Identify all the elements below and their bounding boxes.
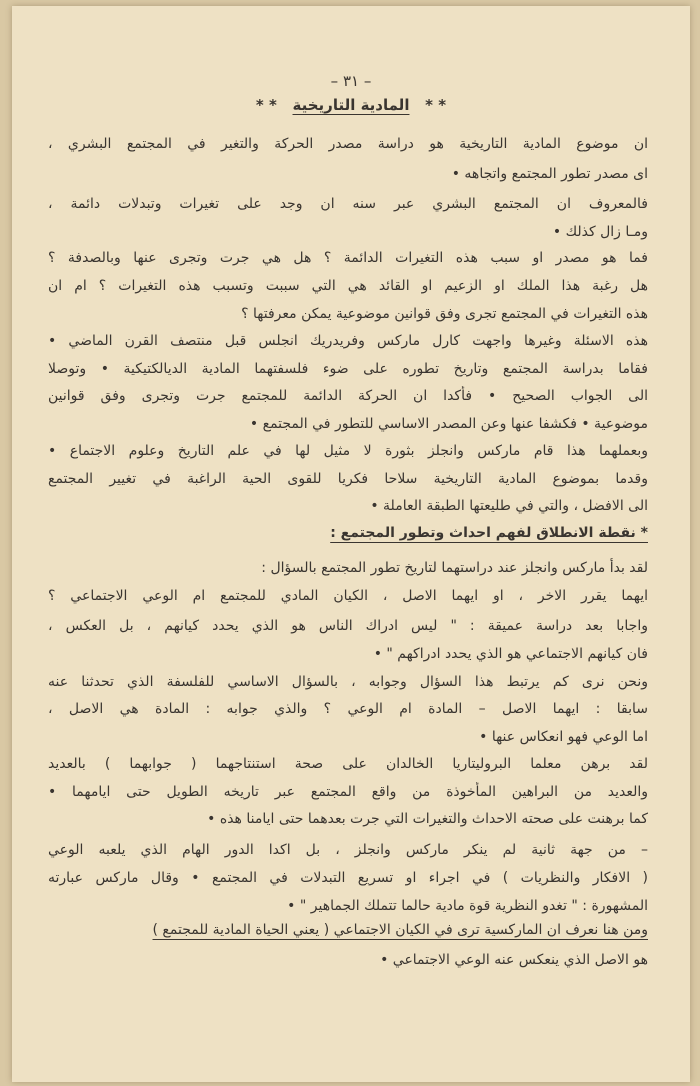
- section-heading-text: * نقطة الانطلاق لفهم احداث وتطور المجتمع :: [330, 525, 648, 541]
- title-stars-right: * *: [425, 96, 447, 114]
- text-line: فما هو مصدر او سبب هذه التغيرات الدائمة ؟ هل هي جرت وتجرى عنها وبالصدفة ؟: [48, 250, 648, 266]
- text-line: لقد برهن معلما البروليتاريا الخالدان على صحة استنتاجهما ( جوابهما ) بالعديد: [48, 756, 648, 772]
- text-line: سابقا : ايهما الاصل – المادة ام الوعي ؟ والذي جوابه : المادة هي الاصل ،: [48, 701, 648, 717]
- text-line: المشهورة : " تغدو النظرية قوة مادية حالما تتملك الجماهير " •: [287, 898, 648, 914]
- text-line: واجابا بعد دراسة عميقة : " ليس ادراك الناس هو الذي يحدد كيانهم ، بل العكس ،: [48, 618, 648, 634]
- underlined-text: ومن هنا نعرف ان الماركسية ترى في الكيان الاجتماعي ( يعني الحياة المادية للمجتمع ): [152, 922, 648, 938]
- text-line: ونحن نرى كم يرتبط هذا السؤال وجوابه ، بالسؤال الاساسي للفلسفة الذي تحدثنا عنه: [48, 674, 648, 690]
- text-line: هذه الاسئلة وغيرها واجهت كارل ماركس وفريدريك انجلس قبل منتصف القرن الماضي •: [48, 333, 648, 349]
- text-line: اما الوعي فهو انعكاس عنها •: [479, 729, 648, 745]
- text-line: فالمعروف ان المجتمع البشري عبر سنه ان وجد على تغيرات وتبدلات دائمة ،: [48, 196, 648, 212]
- text-line: هو الاصل الذي ينعكس عنه الوعي الاجتماعي •: [380, 952, 648, 968]
- title-text: المادية التاريخية: [292, 96, 410, 114]
- text-line: فان كيانهم الاجتماعي هو الذي يحدد ادراكهم " •: [373, 646, 648, 662]
- document-page: [12, 6, 690, 1082]
- text-line: ومـا زال كذلك •: [552, 224, 648, 240]
- text-line: اى مصدر تطور المجتمع واتجاهه •: [451, 166, 648, 182]
- title-stars-left: * *: [255, 96, 277, 114]
- text-line: ان موضوع المادية التاريخية هو دراسة مصدر الحركة والتغير في المجتمع البشري ،: [48, 136, 648, 152]
- text-line: هل رغبة هذا الملك او الزعيم او القائد هي التي سببت وتسبب هذه التغيرات ؟ ام ان: [48, 278, 648, 294]
- section-heading: [48, 523, 648, 543]
- text-line: فقاما بدراسة المجتمع وتاريخ تطوره على ضوء فلسفتهما المادية الديالكتيكية • وتوصلا: [48, 361, 648, 377]
- text-line: هذه التغيرات في المجتمع تجرى وفق قوانين موضوعية يمكن معرفتها ؟: [241, 306, 648, 322]
- page-title: [12, 96, 690, 114]
- text-line: وقدما بموضوع المادية التاريخية سلاحا فكريا للقوى الحية الراغبة في تغيير المجتمع: [48, 471, 648, 487]
- text-line: والعديد من البراهين المأخوذة من واقع المجتمع عبر تاريخه الطويل حتى ايامهما •: [48, 784, 648, 800]
- text-line: لقد بدأ ماركس وانجلز عند دراستهما لتاريخ تطور المجتمع بالسؤال :: [261, 560, 648, 576]
- text-line: [48, 920, 648, 940]
- text-line: الى الافضل ، والتي في طليعتها الطبقة العاملة •: [370, 498, 648, 514]
- text-line: وبعملهما هذا قام ماركس وانجلز بثورة لا مثيل لها في علم التاريخ وعلوم الاجتماع •: [48, 443, 648, 459]
- text-line: ( الافكار والنظريات ) في اجراء او تسريع التبدلات في المجتمع • وقال ماركس عبارته: [48, 870, 648, 886]
- text-line: – من جهة ثانية لم ينكر ماركس وانجلز ، بل اكدا الدور الهام الذي يلعبه الوعي: [48, 842, 648, 858]
- text-line: الى الجواب الصحيح • فأكدا ان الحركة الدائمة للمجتمع جرت وتجرى وفق قوانين: [48, 388, 648, 404]
- text-line: موضوعية • فكشفا عنها وعن المصدر الاساسي للتطور في المجتمع •: [249, 416, 648, 432]
- page-number: – ٣١ –: [330, 72, 372, 90]
- text-line: كما برهنت على صحته الاحداث والتغيرات التي جرت بعدهما حتى ايامنا هذه •: [207, 811, 648, 827]
- text-line: ايهما يقرر الاخر ، او ايهما الاصل ، الكيان المادي للمجتمع ام الوعي الاجتماعي ؟: [48, 588, 648, 604]
